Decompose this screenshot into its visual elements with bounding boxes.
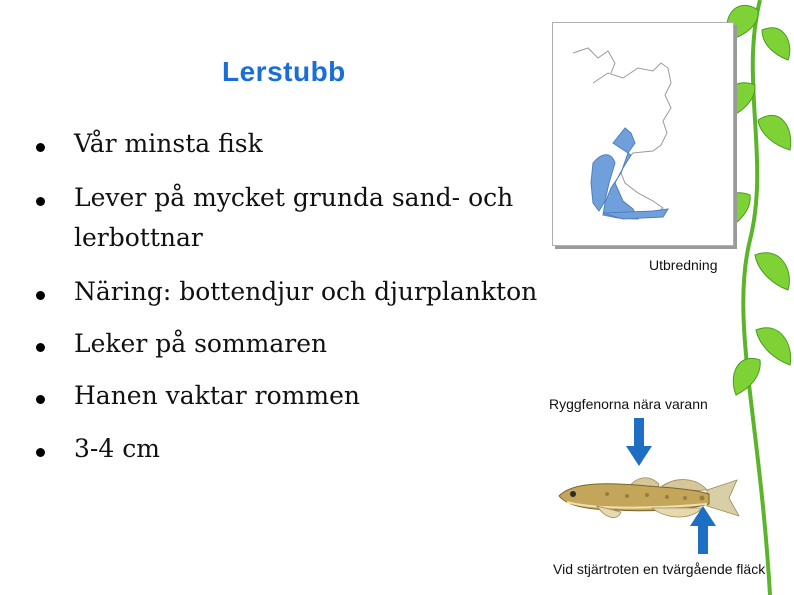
bullet-item xyxy=(36,124,263,164)
dorsal-fin-caption: Ryggfenorna nära varann xyxy=(549,396,708,412)
bullet-text: 3-4 cm xyxy=(74,434,160,463)
map-caption: Utbredning xyxy=(649,257,718,273)
bullet-dot-icon xyxy=(36,143,45,152)
down-arrow-icon xyxy=(626,418,652,466)
bullet-item xyxy=(36,178,534,258)
bullet-dot-icon xyxy=(36,197,45,206)
bullet-dot-icon xyxy=(36,343,45,352)
finland-map-icon xyxy=(553,23,733,245)
bullet-item xyxy=(36,429,160,469)
bullet-text: Näring: bottendjur och djurplankton xyxy=(74,277,538,306)
bullet-text: Hanen vaktar rommen xyxy=(74,381,360,410)
slide-title: Lerstubb xyxy=(222,56,346,87)
bullet-item xyxy=(36,376,360,416)
bullet-dot-icon xyxy=(36,291,45,300)
bullet-dot-icon xyxy=(36,448,45,457)
distribution-map xyxy=(552,22,734,246)
bullet-text: Vår minsta fisk xyxy=(74,129,263,158)
bullet-dot-icon xyxy=(36,395,45,404)
up-arrow-icon xyxy=(690,506,716,554)
bullet-item xyxy=(36,272,554,312)
bullet-text: Lever på mycket grunda sand- och lerbottnar xyxy=(74,183,514,252)
bullet-text: Leker på sommaren xyxy=(74,329,328,358)
bullet-item xyxy=(36,324,327,364)
tail-spot-caption: Vid stjärtroten en tvärgående fläck xyxy=(553,561,766,577)
